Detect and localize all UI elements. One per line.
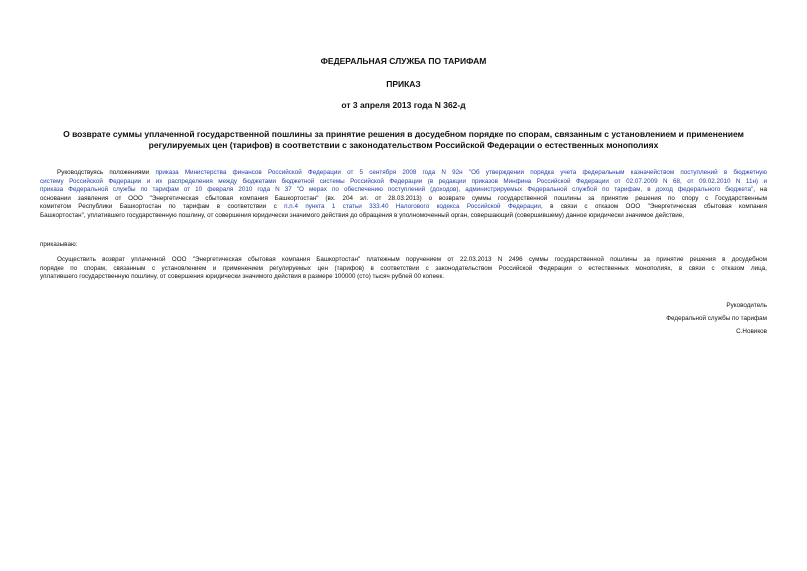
document-title — [40, 129, 767, 151]
preamble-text: , в связи с отказом ООО "Энергетическая сбытовая компания — [540, 203, 767, 211]
title-line: О возврате суммы уплаченной государственной пошлины за принятие решения в досудебном порядке по спорам, связанным с установлением и применением — [63, 129, 744, 139]
tax-code-link[interactable]: п.п.4 пункта 1 статьи 333.40 Налогового кодекса Российской Федерации — [284, 203, 541, 211]
paragraph-line: Осуществить возврат уплаченной ООО "Энергетическая сбытовая компания Башкортостан" платежным поручением от 22.03.2013 N 2496 суммы государственной пошлины за принятие решения в досудебном — [57, 256, 767, 263]
paragraph-line — [40, 178, 767, 187]
document-type: ПРИКАЗ — [386, 79, 421, 89]
signer-position: Руководитель — [726, 302, 767, 309]
paragraph-line: основании заявления от ООО "Энергетическая сбытовая компания Башкортостан" (вх. 204 эл. от 28.03.2013) о возврате суммы государственной пошлины за принятие решения по спору с Государственным — [40, 194, 767, 202]
agency-name: ФЕДЕРАЛЬНАЯ СЛУЖБА ПО ТАРИФАМ — [320, 56, 487, 66]
preamble-text: , на — [753, 186, 767, 194]
signer-name: С.Новиков — [736, 328, 767, 335]
paragraph-line: уплатившего государственную пошлину, от совершения юридически значимого действия в размере 100000 (сто) тысяч рублей 00 копеек. — [40, 273, 444, 281]
document-date: от 3 апреля 2013 года N 362-д — [341, 100, 466, 110]
orders-label: приказываю: — [40, 241, 78, 248]
preamble-text: Руководствуясь положениями — [57, 169, 156, 176]
title-line: регулируемых цен (тарифов) в соответствии с законодательством Российской Федерации о естественных монополиях — [148, 140, 659, 150]
order-paragraph — [40, 256, 767, 282]
paragraph-line — [40, 169, 767, 178]
fst-order-link[interactable]: приказа Федеральной службы по тарифам от 10 февраля 2010 года N 37 "О мерах по обеспечению поступлений (доходов), администрируемых Федеральной службой по тарифам, в доход федерального бюджета" — [40, 186, 754, 194]
preamble-paragraph — [40, 169, 767, 221]
paragraph-line — [40, 186, 767, 195]
paragraph-line — [40, 203, 767, 212]
paragraph-line: порядке по спорам, связанным с установлением и применением регулируемых цен (тарифов) в соответствии с законодательством Российской Федерации о естественных монополиях, в связи с отказом лица, — [40, 264, 767, 272]
minfin-order-link-cont[interactable]: систему Российской Федерации и их распределения между бюджетами бюджетной системы Российской Федерации (в редакции приказов Минфина Российской Федерации от 02.07.2009 N 68, от 09.02.2010 N 11н) и — [40, 177, 767, 185]
preamble-text: комитетом Республики Башкортостан по тарифам в соответствии с — [40, 203, 285, 211]
minfin-order-link[interactable]: приказа Министерства финансов Российской Федерации от 5 сентября 2008 года N 92н "Об утверждении порядка учета федеральным казначейством поступлений в бюджетную — [155, 169, 767, 176]
signer-organization: Федеральной службы по тарифам — [666, 315, 767, 322]
paragraph-line: Башкортостан", уплатившего государственную пошлину, от совершения юридически значимого действия до обращения в уполномоченный орган, совершающий (совершившему) данное юридически значимое действие, — [40, 211, 684, 219]
